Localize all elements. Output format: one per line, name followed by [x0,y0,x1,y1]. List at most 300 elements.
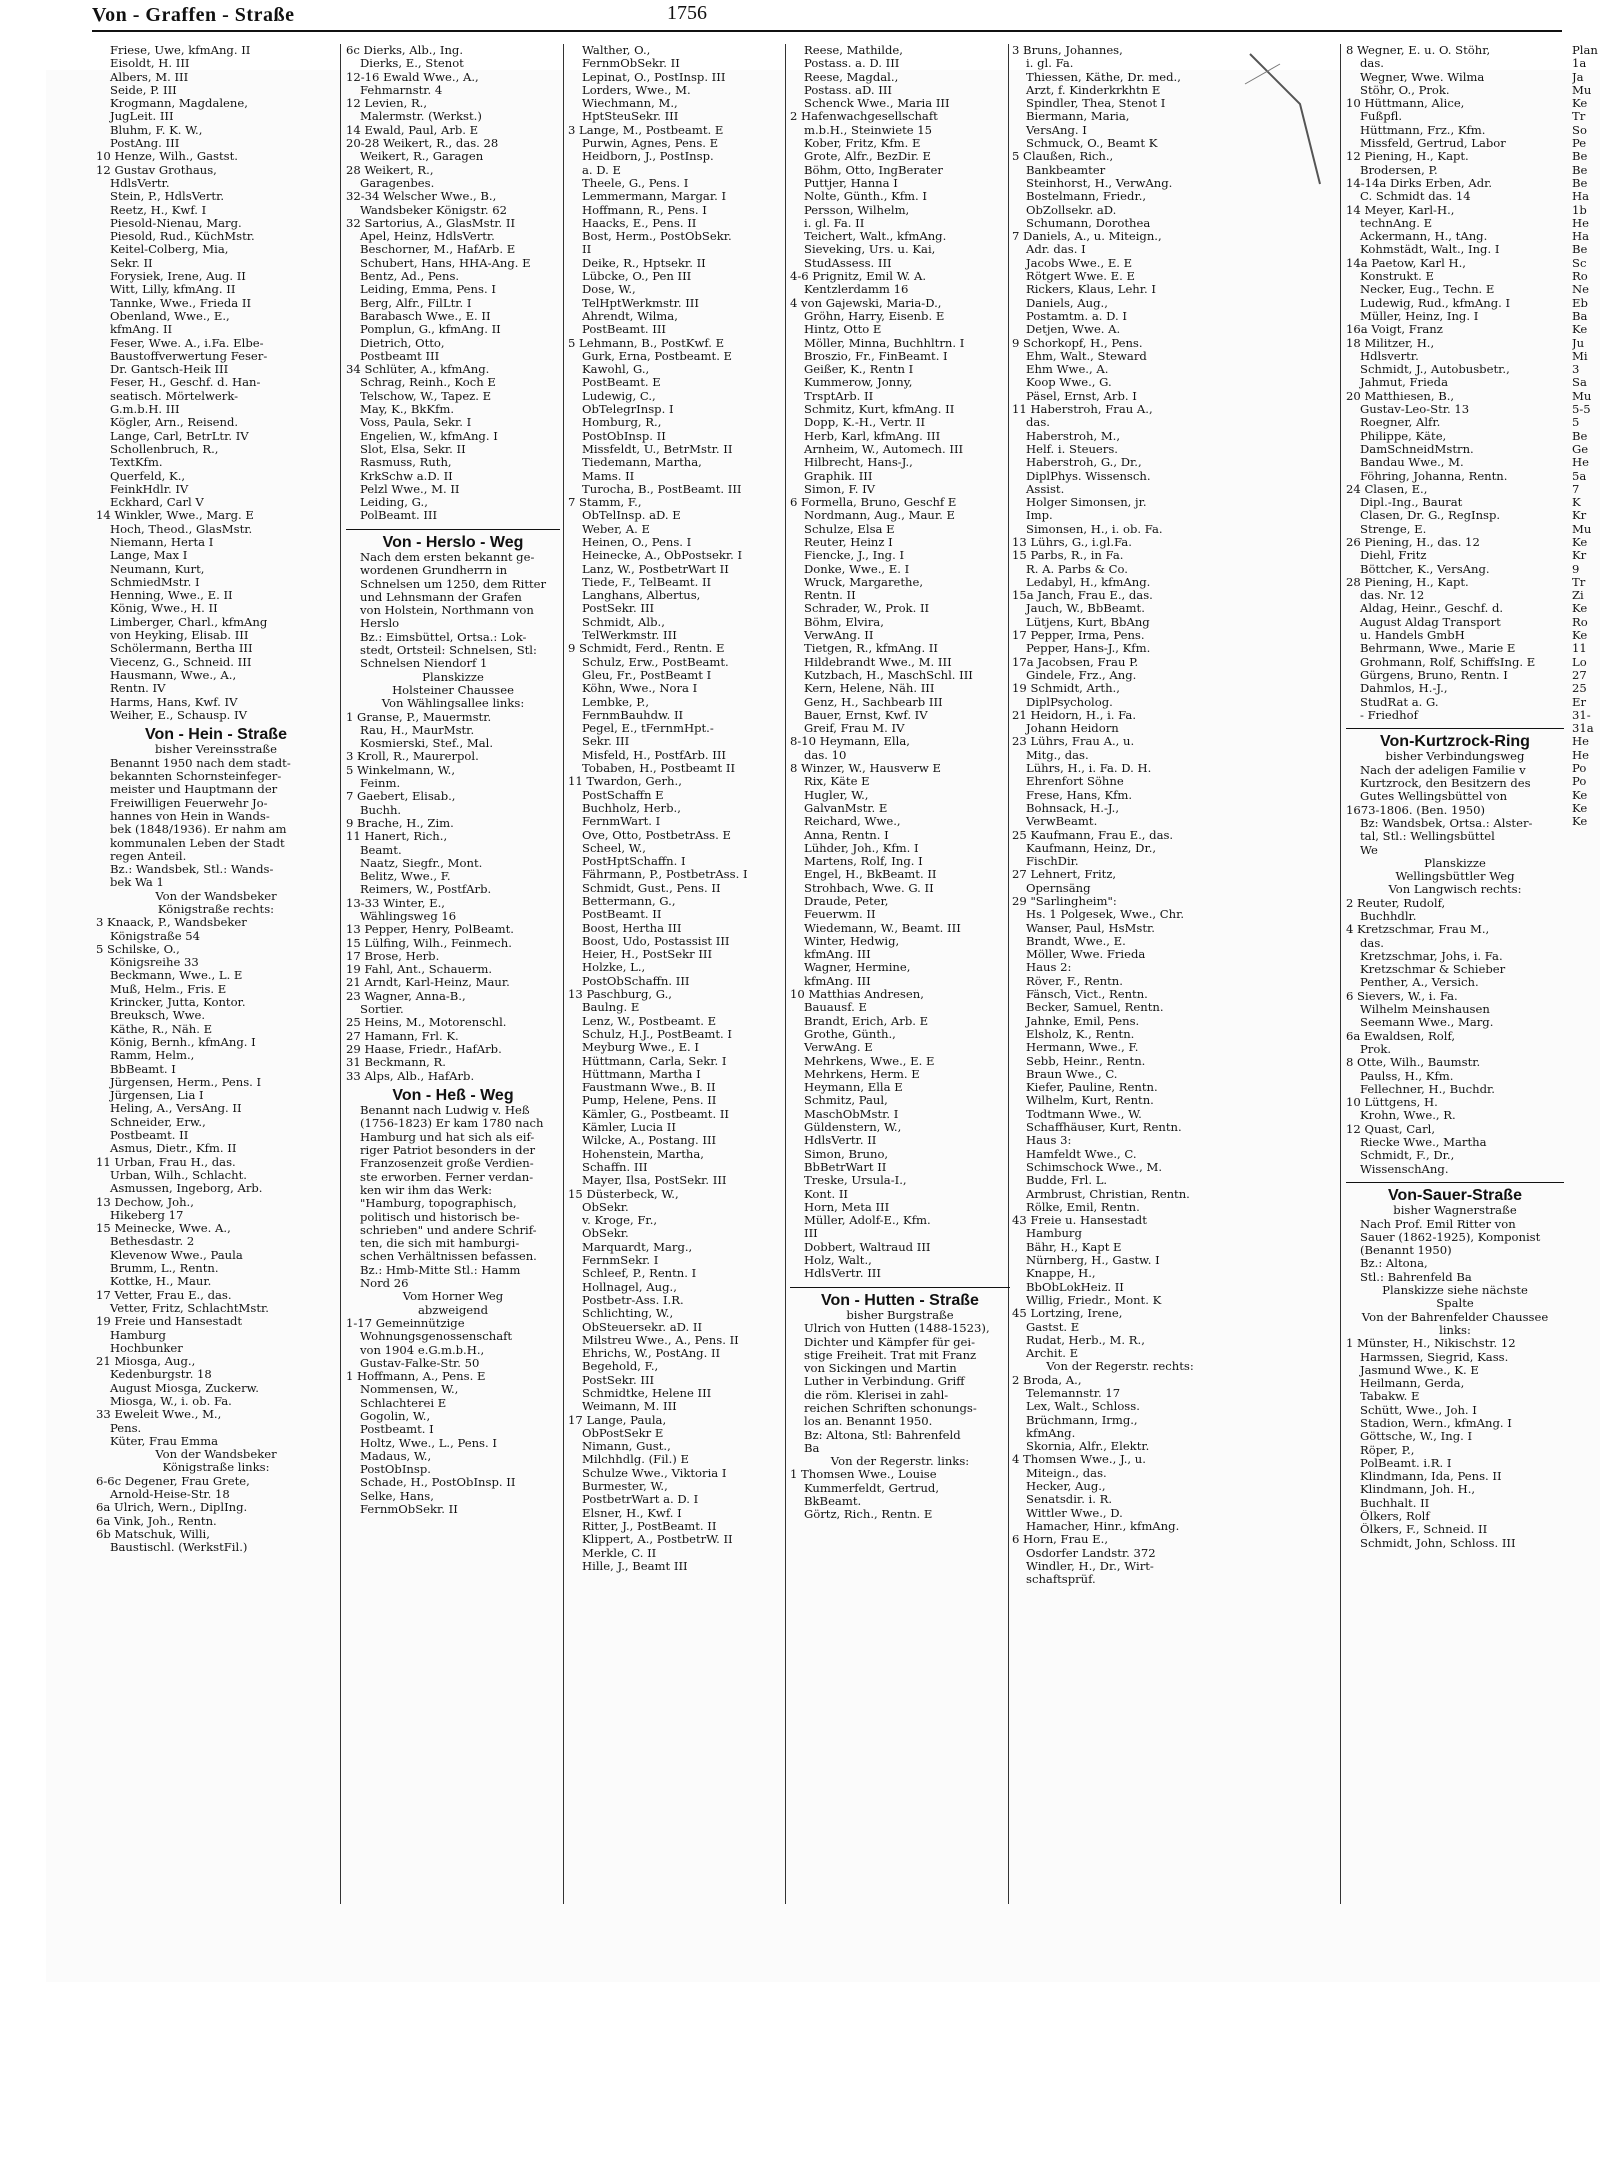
directory-entry-line: Sekr. II [110,256,153,270]
directory-entry-line: Gleu, Fr., PostBeamt I [582,668,712,682]
directory-entry-line: 45 Lortzing, Irene, [1012,1307,1123,1321]
directory-entry-line: Bz.: Wandsbek, Stl.: Wands- [110,863,274,877]
directory-entry-line: Tietgen, R., kfmAng. II [804,642,938,656]
directory-entry-line: 1 Granse, P., Mauermstr. [346,710,492,724]
directory-entry-line: 6a Ulrich, Wern., DiplIng. [96,1501,248,1515]
directory-entry-line: Obenland, Wwe., E., [110,309,230,323]
directory-entry-line: riger Patriot besonders in der [360,1144,536,1158]
directory-entry-line: Lex, Walt., Schloss. [1026,1400,1140,1414]
directory-entry-line: Klippert, A., PostbetrW. II [582,1533,733,1547]
directory-entry-line: StudAssess. III [804,256,892,270]
directory-entry-line: Schmidtke, Helene III [582,1386,712,1400]
directory-entry-line: 29 "Sarlingheim": [1012,895,1117,908]
directory-entry-line: 27 Lehnert, Fritz, [1012,868,1117,882]
directory-entry-line: Horn, Meta III [804,1200,890,1214]
directory-entry-line: Wohnungsgenossenschaft [360,1330,513,1344]
directory-entry-line: ObTelegrInsp. I [582,403,674,417]
directory-entry-line: Rau, H., MaurMstr. [360,723,475,737]
directory-entry-line: Schlichting, W., [582,1307,674,1321]
directory-entry-line: Schleef, P., Rentn. I [582,1267,697,1281]
directory-entry-line: Schaffhäuser, Kurt, Rentn. [1026,1121,1182,1135]
directory-entry-line: Hugler, W., [804,788,869,802]
directory-entry-line: 3 Lange, M., Postbeamt. E [568,123,724,137]
directory-entry-line: das. [1360,936,1384,950]
directory-entry-line: Buchholz, Herb., [582,801,681,815]
directory-entry-line: meister und Hauptmann der [110,783,278,797]
directory-entry-line: Nach der adeligen Familie v [1360,763,1526,777]
directory-entry-line: Dahmlos, H.-J., [1360,682,1448,696]
directory-entry-line: Lütjens, Kurt, BbAng [1026,615,1150,629]
directory-entry-line: Nord 26 [360,1277,409,1291]
directory-entry-line: Sc [1572,256,1587,270]
directory-entry-line: Kurtzrock, den Besitzern des [1360,777,1531,791]
directory-entry-line: Ehrenfort Söhne [1026,775,1124,789]
directory-entry-line: König, Wwe., H. II [110,602,218,616]
directory-entry-line: Schmidt, John, Schloss. III [1360,1536,1516,1550]
directory-entry-line: Königstraße 54 [110,929,201,943]
directory-entry-line: Sieveking, Urs. u. Kai, [804,243,936,257]
directory-entry-line: Kawohl, G., [582,363,650,377]
directory-entry-line: Be [1572,243,1588,257]
directory-entry-line: 7 [1572,482,1580,496]
directory-entry-line: stige Freiheit. Trat mit Franz [804,1348,977,1362]
directory-entry-line: Querfeld, K., [110,469,186,483]
directory-entry-line: Hamburg [110,1328,166,1342]
directory-entry-line: Hollnagel, Aug., [582,1280,677,1294]
directory-entry-line: Faustmann Wwe., B. II [582,1081,716,1095]
directory-column-1 [96,44,336,1555]
directory-entry-line: Ge [1572,442,1589,456]
directory-entry-line: Ludewig, Rud., kfmAng. I [1360,296,1511,310]
directory-entry-line: Krohn, Wwe., R. [1360,1109,1456,1123]
directory-entry-line: Arnheim, W., Automech. III [804,442,964,456]
directory-entry-line: Baustischl. (WerkstFil.) [110,1541,248,1555]
directory-entry-line: Beckmann, Wwe., L. E [110,969,243,983]
directory-entry-line: 31- [1572,708,1591,722]
directory-entry-line: Holger Simonsen, jr. [1026,496,1147,510]
directory-entry-line: Kretzschmar, Johs, i. Fa. [1360,949,1503,963]
directory-entry-line: Schütt, Wwe., Joh. I [1360,1403,1477,1417]
directory-entry-line: Lanz, W., PostbetrWart II [582,562,729,576]
directory-entry-line: PostObInsp. II [582,429,666,443]
directory-entry-line: FischDir. [1026,855,1079,869]
directory-entry-line: Kretzschmar & Schieber [1360,963,1506,977]
directory-entry-line: Böttcher, K., VersAng. [1360,562,1490,576]
directory-entry-line: Gröhn, Harry, Eisenb. E [804,309,945,323]
directory-entry-line: Mu [1572,83,1592,97]
column-divider [563,44,564,1904]
directory-entry-line: ObZollsekr. aD. [1026,203,1117,217]
directory-entry-line: Nach dem ersten bekannt ge- [360,550,535,564]
directory-entry-line: Ke [1572,97,1588,111]
directory-entry-line: Haberstroh, G., Dr., [1026,456,1142,470]
section-caption: bisher Wagnerstraße [1393,1204,1517,1218]
directory-entry-line: 17 Lange, Paula, [568,1413,667,1427]
directory-entry-line: Schmidt, F., Dr., [1360,1149,1455,1163]
directory-entry-line: Möller, Wwe. Frieda [1026,948,1146,962]
directory-entry-line: PostBeamt. II [582,908,662,922]
directory-entry-line: Hikeberg 17 [110,1208,184,1222]
directory-entry-line: Diehl, Fritz [1360,549,1427,563]
directory-entry-line: Brandt, Erich, Arb. E [804,1014,929,1028]
directory-entry-line: We [1360,843,1378,857]
directory-entry-line: 6 Formella, Bruno, Geschf E [790,496,957,510]
directory-entry-line: Breuksch, Wwe. [110,1009,206,1023]
directory-entry-line: Grothe, Günth., [804,1027,896,1041]
street-map-sketch [1240,44,1340,244]
directory-entry-line: Königsreihe 33 [110,956,199,970]
directory-entry-line: Fährmann, P., PostbetrAss. I [582,868,748,882]
directory-entry-line: Strohbach, Wwe. G. II [804,881,934,895]
directory-entry-line: Ackermann, H., tAng. [1360,230,1488,244]
directory-entry-line: Biermann, Maria, [1026,110,1130,124]
directory-entry-line: 19 Fahl, Ant., Schauerm. [346,963,493,977]
directory-entry-line: "Hamburg, topographisch, [360,1197,517,1211]
directory-entry-line: BbBetrWart II [804,1160,887,1174]
directory-entry-line: Boost, Udo, Postassist III [582,934,730,948]
directory-entry-line: Ro [1572,270,1588,284]
directory-entry-line: Tiedemann, Martha, [582,456,702,470]
directory-entry-line: Wiechmann, M., [582,97,678,111]
directory-entry-line: Muß, Helm., Fris. E [110,982,227,996]
directory-entry-line: Milchhdlg. (Fil.) E [582,1453,689,1467]
directory-entry-line: Kr [1572,549,1587,563]
directory-entry-line: Jahnke, Emil, Pens. [1026,1014,1140,1028]
directory-entry-line: Mu [1572,389,1592,403]
directory-entry-line: Puttjer, Hanna I [804,176,898,190]
directory-entry-line: Engel, H., BkBeamt. II [804,868,937,882]
directory-entry-line: kfmAng. II [110,323,173,337]
directory-entry-line: Böhm, Otto, IngBerater [804,163,943,177]
directory-entry-line: PostBeamt. E [582,376,661,390]
directory-entry-line: 23 Lührs, Frau A., u. [1012,735,1135,749]
directory-entry-line: Bz.: Hmb-Mitte Stl.: Hamm [360,1263,521,1277]
directory-entry-line: 11 Twardon, Gerh., [568,775,682,789]
directory-entry-line: Bauer, Ernst, Kwf. IV [804,708,928,722]
directory-entry-line: Kiefer, Pauline, Rentn. [1026,1081,1158,1095]
directory-entry-line: BbObLokHeiz. II [1026,1280,1124,1294]
directory-entry-line: Mu [1572,522,1592,536]
directory-entry-line: das. 10 [804,748,847,762]
directory-entry-line: Sebb, Heinr., Rentn. [1026,1054,1146,1068]
directory-entry-line: Postass. a. D. III [804,57,900,71]
directory-entry-line: Gustav-Falke-Str. 50 [360,1356,480,1370]
directory-entry-line: KrkSchw a.D. II [360,469,453,483]
directory-entry-line: 18 Militzer, H., [1346,336,1435,350]
directory-entry-line: Hochbunker [110,1341,183,1355]
directory-entry-line: 3 Knaack, P., Wandsbeker [96,916,247,930]
directory-entry-line: Reese, Magdal., [804,70,899,84]
directory-entry-line: PostSekr. III [582,602,655,616]
directory-entry-line: schaftsprüf. [1026,1573,1096,1587]
directory-entry-line: Behrmann, Wwe., Marie E [1360,642,1516,656]
directory-entry-line: und Lehnsmann der Grafen [360,590,522,604]
directory-entry-line: Bz: Altona, Stl: Bahrenfeld [804,1428,961,1442]
directory-entry-line: Harmssen, Siegrid, Kass. [1360,1350,1509,1364]
directory-entry-line: Windler, H., Dr., Wirt- [1026,1559,1154,1573]
directory-entry-line: Ja [1572,70,1584,84]
directory-entry-line: Stein, P., HdlsVertr. [110,190,225,204]
section-caption: Königstraße rechts: [157,903,275,916]
directory-entry-line: VersAng. I [1026,123,1087,137]
directory-entry-line: Treske, Ursula-I., [804,1174,907,1188]
directory-entry-line: Nach Prof. Emil Ritter von [1360,1217,1516,1231]
directory-entry-line: Braun Wwe., C. [1026,1067,1118,1081]
directory-entry-line: Schölermann, Bertha III [110,642,253,656]
directory-entry-line: Schlachterei E [360,1396,447,1410]
directory-entry-line: Mams. II [582,469,635,483]
directory-entry-line: Thiessen, Käthe, Dr. med., [1026,70,1181,84]
directory-entry-line: Wilhelm, Kurt, Rentn. [1026,1094,1154,1108]
directory-entry-line: Kämler, Lucia II [582,1121,676,1135]
directory-entry-line: Postbeamt. II [110,1129,189,1143]
directory-entry-line: Hüttmann, Carla, Sekr. I [582,1054,727,1068]
directory-entry-line: Lembke, P., [582,695,650,709]
directory-entry-line: Käthe, R., Näh. E [110,1022,213,1036]
directory-entry-line: Klindmann, Joh. H., [1360,1483,1476,1497]
directory-entry-line: Buchhdlr. [1360,910,1417,923]
directory-entry-line: Prok. [1360,1042,1392,1056]
directory-entry-line: Bentz, Ad., Pens. [360,270,460,284]
section-caption: Planskizze [422,670,484,684]
directory-entry-line: Lo [1572,655,1587,669]
directory-entry-line: 34 Schlüter, A., kfmAng. [346,363,490,377]
directory-entry-line: 16a Voigt, Franz [1346,323,1443,337]
directory-entry-line: Kögler, Arn., Reisend. [110,416,239,430]
directory-entry-line: Slot, Elsa, Sekr. II [360,442,466,456]
directory-entry-line: 12-16 Ewald Wwe., A., [346,70,479,84]
directory-entry-line: schrieben" und andere Schrif- [360,1223,537,1237]
directory-entry-line: Hoch, Theod., GlasMstr. [110,522,253,536]
directory-entry-line: Lange, Max I [110,549,188,563]
directory-entry-line: Konstrukt. E [1360,270,1434,284]
directory-entry-line: Seemann Wwe., Marg. [1360,1016,1494,1030]
directory-entry-line: TelWerkmstr. III [582,629,677,643]
directory-entry-line: 14 Ewald, Paul, Arb. E [346,123,479,137]
directory-entry-line: HdlsVertr. III [804,1267,881,1281]
directory-entry-line: Postass. aD. III [804,83,893,97]
directory-entry-line: Wilcke, A., Postang. III [582,1134,717,1148]
directory-entry-line: 6b Matschuk, Willi, [96,1527,210,1541]
directory-entry-line: May, K., BkKfm. [360,403,455,417]
directory-entry-line: Röver, F., Rentn. [1026,974,1123,988]
directory-entry-line: Hausmann, Wwe., A., [110,668,237,682]
directory-entry-line: Dobbert, Waltraud III [804,1240,931,1254]
directory-entry-line: Rudat, Herb., M. R., [1026,1333,1145,1347]
directory-entry-line: Schmitz, Paul, [804,1094,888,1108]
directory-entry-line: PostbetrWart a. D. I [582,1493,699,1507]
directory-entry-line: Tabakw. E [1360,1390,1420,1404]
directory-entry-line: GalvanMstr. E [804,801,888,815]
bottom-margin [0,1982,1600,2177]
directory-entry-line: Kern, Helene, Näh. III [804,682,935,696]
directory-entry-line: Buchh. [360,803,402,817]
directory-entry-line: Simonsen, H., i. ob. Fa. [1026,522,1163,536]
column-divider [785,44,786,1904]
directory-entry-line: 4 von Gajewski, Maria-D., [790,296,942,310]
directory-entry-line: Feser, Wwe. A., i.Fa. Elbe- [110,336,264,350]
directory-entry-line: Hermann, Wwe., F. [1026,1041,1139,1055]
directory-entry-line: Ne [1572,283,1590,297]
directory-entry-line: 17 Vetter, Frau E., das. [96,1288,232,1302]
directory-entry-line: So [1572,123,1587,137]
directory-entry-line: Ha [1572,230,1590,244]
directory-entry-line: Beamt. [360,843,402,857]
directory-entry-line: Kottke, H., Maur. [110,1275,212,1289]
directory-entry-line: SchmiedMstr. I [110,575,200,589]
directory-entry-line: Steinhorst, H., VerwAng. [1026,176,1173,190]
directory-entry-line: Keitel-Colberg, Mia, [110,243,229,257]
directory-entry-line: kfmAng. III [804,948,871,962]
directory-entry-line: Ölkers, Rolf [1360,1510,1430,1524]
directory-entry-line: Wandsbeker Königstr. 62 [360,203,507,217]
directory-entry-line: 5-5 [1572,403,1591,417]
directory-entry-line: Wegner, Wwe. Wilma [1360,70,1485,84]
directory-entry-line: 1 Münster, H., Nikischstr. 12 [1346,1337,1516,1351]
directory-entry-line: Bohnsack, H.-J., [1026,801,1120,815]
directory-entry-line: Pe [1572,137,1587,151]
street-heading: Von - Heß - Weg [392,1086,514,1104]
directory-entry-line: Wanser, Paul, HsMstr. [1026,921,1155,935]
directory-entry-line: Jacobs Wwe., E. E [1026,256,1133,270]
directory-entry-line: Misfeld, H., PostfArb. III [582,748,727,762]
directory-entry-line: 31 Beckmann, R. [346,1056,446,1070]
directory-entry-line: Dietrich, Otto, [360,336,445,350]
directory-entry-line: Tr [1572,575,1586,589]
directory-entry-line: Hamburg [1026,1227,1082,1241]
directory-entry-line: Strenge, E. [1360,522,1427,536]
directory-entry-line: von Heyking, Elisab. III [110,629,249,643]
directory-entry-line: Schubert, Hans, HHA-Ang. E [360,256,531,270]
directory-entry-line: Lorders, Wwe., M. [582,83,691,97]
directory-column-4 [790,44,1010,1522]
directory-entry-line: 29 Haase, Friedr., HafArb. [346,1042,502,1056]
directory-entry-line: Beschorner, M., HafArb. E [360,243,516,257]
directory-entry-line: Kentzlerdamm 16 [804,283,909,297]
directory-entry-line: Jürgensen, Herm., Pens. I [110,1075,262,1089]
directory-entry-line: Merkle, C. II [582,1546,657,1560]
directory-entry-line: 10 Hüttmann, Alice, [1346,97,1465,111]
directory-entry-line: 3 [1572,363,1580,377]
directory-entry-line: Lührs, H., i. Fa. D. H. [1026,762,1152,776]
directory-entry-line: 3 Kroll, R., Maurerpol. [346,750,479,764]
directory-entry-line: das. [1360,57,1384,71]
directory-entry-line: PostObInsp. [360,1463,431,1477]
directory-entry-line: 15 Düsterbeck, W., [568,1187,679,1201]
directory-entry-line: Ulrich von Hutten (1488-1523), [804,1322,990,1336]
directory-entry-line: Krincker, Jutta, Kontor. [110,996,246,1010]
directory-entry-line: Ro [1572,615,1588,629]
directory-entry-line: Ölkers, F., Schneid. II [1360,1523,1488,1537]
directory-entry-line: Ritter, J., PostBeamt. II [582,1519,717,1533]
directory-entry-line: die röm. Klerisei in zahl- [804,1388,949,1402]
directory-entry-line: Bethesdastr. 2 [110,1235,195,1249]
directory-entry-line: 2 Broda, A., [1012,1373,1082,1387]
directory-entry-line: VerwBeamt. [1026,815,1098,829]
directory-column-3 [568,44,778,1573]
directory-entry-line: von 1904 e.G.m.b.H., [360,1343,485,1357]
directory-entry-line: 12 Piening, H., Kapt. [1346,150,1469,164]
directory-entry-line: Knappe, H., [1026,1267,1096,1281]
directory-entry-line: VerwAng. E [804,1041,873,1055]
directory-entry-line: Postbetr-Ass. I.R. [582,1293,684,1307]
directory-entry-line: Reichard, Wwe., [804,815,901,829]
directory-entry-line: Ba [804,1441,820,1455]
directory-entry-line: 19 Freie und Hansestadt [96,1315,243,1329]
directory-entry-line: Penther, A., Versich. [1360,976,1479,990]
directory-entry-line: Weber, A. E [582,522,650,536]
directory-entry-line: WissenschAng. [1360,1162,1449,1176]
directory-entry-line: TrsptArb. II [804,389,874,403]
directory-entry-line: Harms, Hans, Kwf. IV [110,695,238,709]
directory-entry-line: 5 [1572,416,1580,430]
directory-entry-line: Weiher, E., Schausp. IV [110,708,248,722]
directory-entry-line: BbBeamt. I [110,1062,176,1076]
directory-entry-line: Simon, Bruno, [804,1147,889,1161]
directory-entry-line: Holtz, Wwe., L., Pens. I [360,1436,497,1450]
directory-entry-line: Tr [1572,110,1586,124]
directory-entry-line: 1-17 Gemeinnützige [346,1316,465,1330]
directory-entry-line: Martens, Rolf, Ing. I [804,855,923,869]
directory-entry-line: (Benannt 1950) [1360,1244,1452,1258]
directory-entry-line: 6a Vink, Joh., Rentn. [96,1514,217,1528]
street-heading: Von - Hutten - Straße [821,1291,979,1309]
directory-entry-line: R. A. Parbs & Co. [1026,562,1128,576]
directory-entry-line: 17 Brose, Herb. [346,949,440,963]
directory-entry-line: Gastst. E [1026,1320,1080,1334]
directory-entry-line: Pegel, E., tFernmHpt.- [582,722,714,736]
directory-entry-line: 12 Quast, Carl, [1346,1122,1436,1136]
directory-entry-line: 13 Lührs, G., i.gl.Fa. [1012,535,1132,549]
section-caption: Holsteiner Chaussee [392,683,514,697]
directory-entry-line: Johann Heidorn [1026,722,1119,736]
directory-entry-line: Bankbeamter [1026,163,1106,177]
directory-entry-line: Apel, Heinz, HdlsVertr. [360,230,495,244]
directory-entry-line: v. Kroge, Fr., [582,1214,658,1228]
directory-entry-line: 9 Brache, H., Zim. [346,816,454,830]
directory-entry-line: Schulz, H.J., PostBeamt. I [582,1027,732,1041]
directory-entry-line: 8 Wegner, E. u. O. Stöhr, [1346,44,1491,57]
directory-entry-line: Senatsdir. i. R. [1026,1493,1113,1507]
directory-entry-line: Buchhalt. II [1360,1496,1430,1510]
directory-entry-line: Roegner, Alfr. [1360,416,1441,430]
directory-entry-line: Nordmann, Aug., Maur. E [804,509,955,523]
section-caption: bisher Burgstraße [846,1308,954,1322]
section-caption: Spalte [1436,1297,1474,1311]
directory-entry-line: das. Nr. 12 [1360,589,1425,603]
directory-entry-line: 11 Urban, Frau H., das. [96,1155,236,1169]
directory-entry-line: Pomplun, G., kfmAng. II [360,323,501,337]
directory-entry-line: PolBeamt. III [360,509,438,523]
directory-entry-line: Helf. i. Steuers. [1026,442,1118,456]
directory-entry-line: 4 Kretzschmar, Frau M., [1346,923,1490,937]
directory-entry-line: Hilbrecht, Hans-J., [804,456,913,470]
directory-entry-line: Reimers, W., PostfArb. [360,883,492,897]
directory-entry-line: Haus 3: [1026,1134,1072,1148]
directory-entry-line: Hüttmann, Martha I [582,1067,701,1081]
directory-entry-line: 28 Weikert, R., [346,163,434,177]
directory-entry-line: Gogolin, W., [360,1409,431,1423]
directory-entry-line: Ehm, Walt., Steward [1026,349,1147,363]
directory-entry-line: Limberger, Charl., kfmAng [110,615,268,629]
directory-entry-line: Riecke Wwe., Martha [1360,1136,1487,1150]
directory-entry-line: Boost, Hertha III [582,921,682,935]
directory-entry-line: Heling, A., VersAng. II [110,1102,242,1116]
directory-entry-line: Elsholz, K., Rentn. [1026,1027,1135,1041]
directory-entry-line: II [582,243,592,257]
directory-entry-line: Grohmann, Rolf, SchiffsIng. E [1360,655,1536,669]
section-caption: Von Langwisch rechts: [1388,883,1522,897]
